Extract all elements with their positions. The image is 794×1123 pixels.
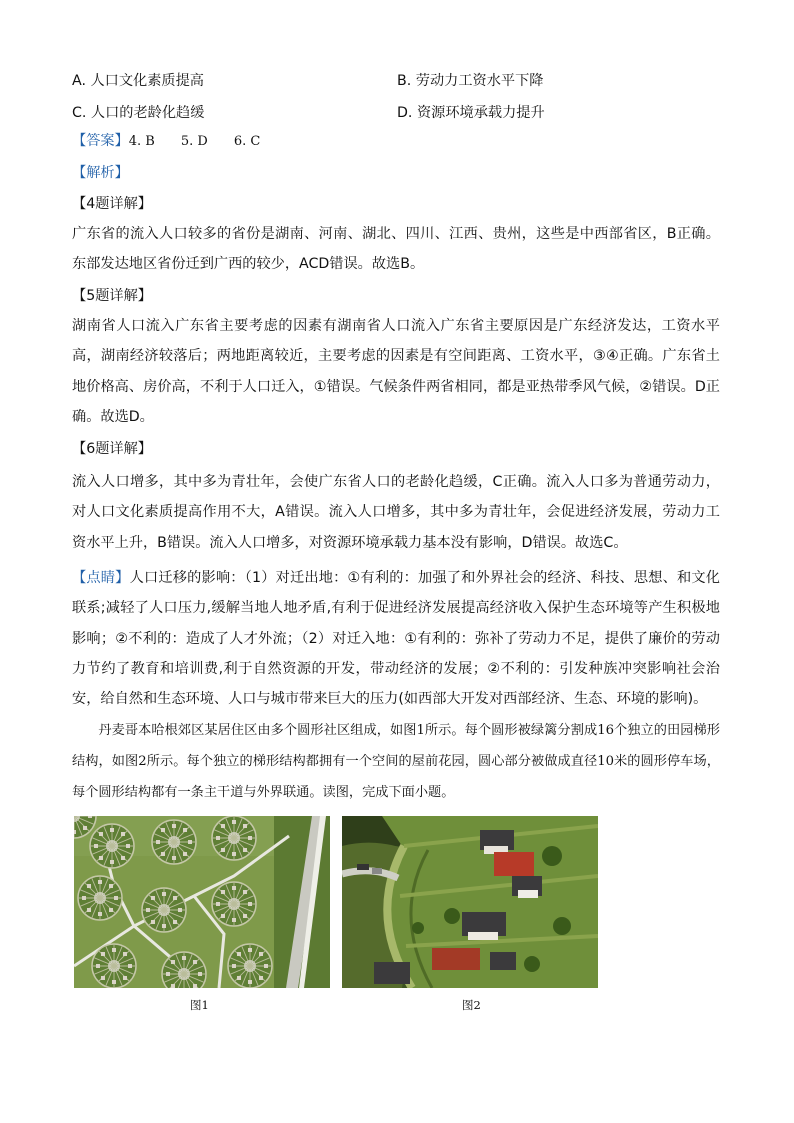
tip-label: 【点睛】 bbox=[72, 570, 130, 586]
answer-line bbox=[72, 130, 260, 150]
figure-1-caption: 图1 bbox=[190, 998, 209, 1012]
answer-text: 4. B 5. D 6. C bbox=[128, 134, 261, 149]
analysis-label: 【解析】 bbox=[72, 165, 129, 181]
option-d: D. 资源环境承载力提升 bbox=[397, 105, 545, 121]
q6-body: 流入人口增多，其中多为青壮年，会使广东省人口的老龄化趋缓，C正确。流入人口多为普通劳动力，对人口文化素质提高作用不大，A错误。流入人口增多，其中多为青壮年，会促进经济发展，劳动力工资水平上升，B错误。流入人口增多，对资源环境承载力基本没有影响，D错误。故选C。 bbox=[72, 474, 720, 551]
tip-paragraph bbox=[72, 563, 720, 714]
figure-2-caption: 图2 bbox=[462, 998, 481, 1012]
option-b: B. 劳动力工资水平下降 bbox=[397, 73, 544, 89]
q4-heading: 【4题详解】 bbox=[72, 196, 152, 212]
answer-label: 【答案】 bbox=[72, 133, 129, 149]
circle-closeup-illustration bbox=[342, 816, 598, 988]
option-row bbox=[72, 64, 732, 96]
intro-paragraph: 丹麦哥本哈根郊区某居住区由多个圆形社区组成，如图1所示。每个圆形被绿篱分割成16个独立的田园梯形结构，如图2所示。每个独立的梯形结构都拥有一个空间的屋前花园，圆心部分被做成直径10米的圆形停车场，每个圆形结构都有一条主干道与外界联通。读图，完成下面小题。 bbox=[72, 723, 720, 800]
figure-2-image bbox=[342, 816, 598, 988]
figure-1-image bbox=[74, 816, 330, 988]
answer-options bbox=[72, 64, 732, 128]
q4-body: 广东省的流入人口较多的省份是湖南、河南、湖北、四川、江西、贵州，这些是中西部省区，B正确。东部发达地区省份迁到广西的较少，ACD错误。故选B。 bbox=[72, 226, 720, 273]
option-a: A. 人口文化素质提高 bbox=[72, 73, 204, 89]
aerial-circles-illustration bbox=[74, 816, 330, 988]
q5-heading: 【5题详解】 bbox=[72, 288, 152, 304]
q6-heading: 【6题详解】 bbox=[72, 441, 152, 457]
option-c: C. 人口的老龄化趋缓 bbox=[72, 105, 205, 121]
option-row bbox=[72, 96, 732, 128]
tip-body: 人口迁移的影响：（1）对迁出地：①有利的：加强了和外界社会的经济、科技、思想、和文化联系;减轻了人口压力,缓解当地人地矛盾,有利于促进经济发展提高经济收入保护生态环境等产生积极地影响；②不利的：造成了人才外流；（2）对迁入地：①有利的：弥补了劳动力不足，提供了廉价的劳动力节约了教育和培训费,利于自然资源的开发，带动经济的发展；②不利的：引发种族冲突影响社会治安，给自然和生态环境、人口与城市带来巨大的压力(如西部大开发对西部经济、生态、环境的影响)。 bbox=[72, 570, 720, 708]
q5-body: 湖南省人口流入广东省主要考虑的因素有湖南省人口流入广东省主要原因是广东经济发达，工资水平高，湖南经济较落后；两地距离较近，主要考虑的因素是有空间距离、工资水平，③④正确。广东省土地价格高、房价高，不利于人口迁入，①错误。气候条件两省相同，都是亚热带季风气候，②错误。D正确。故选D。 bbox=[72, 318, 720, 425]
